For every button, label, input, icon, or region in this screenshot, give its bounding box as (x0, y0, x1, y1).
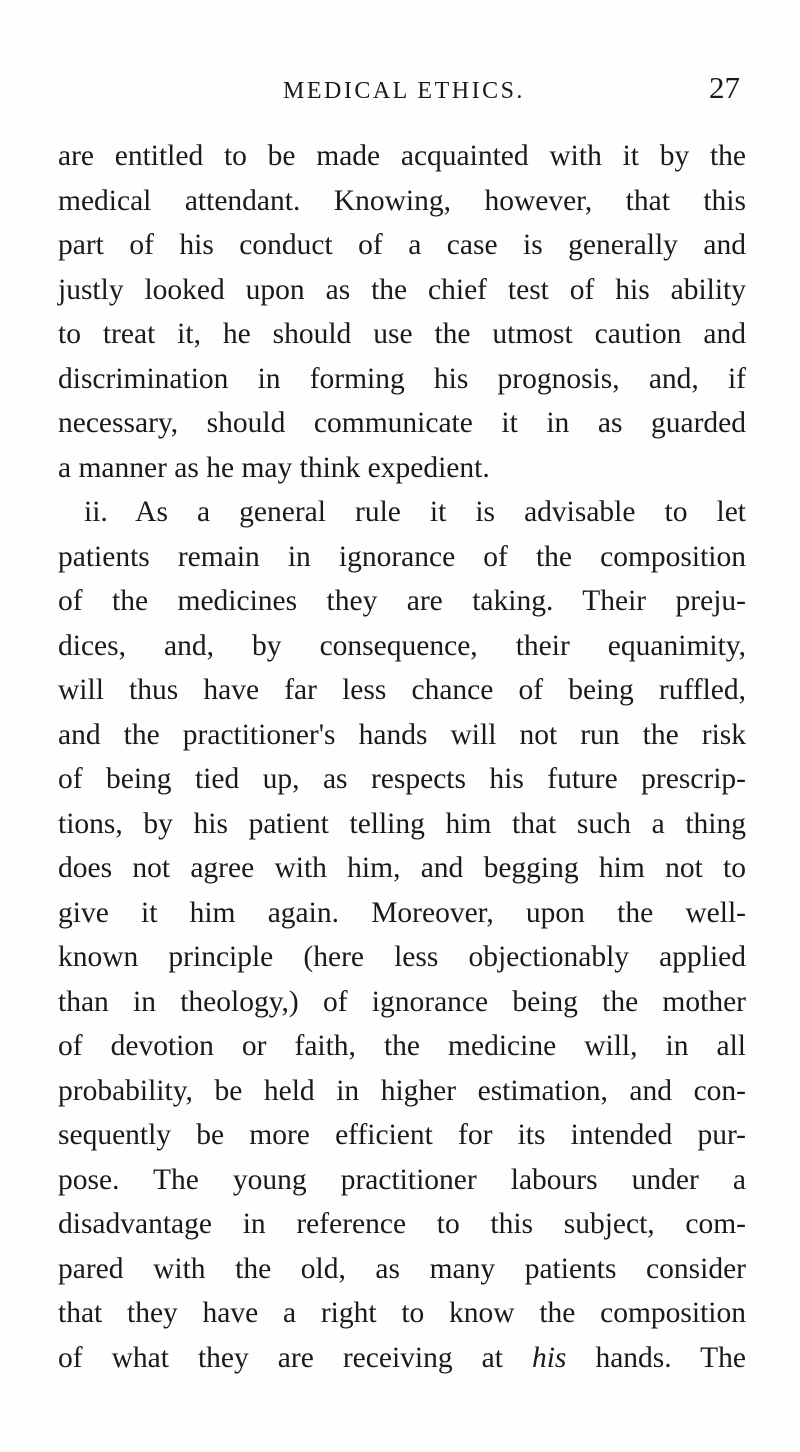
text-line: disadvantage in reference to this subject, com- (58, 1208, 746, 1240)
text-line: to treat it, he should use the utmost caution and (58, 318, 746, 350)
text-line: necessary, should communicate it in as guarded (58, 407, 746, 439)
text-line: discrimination in forming his prognosis, and, if (58, 362, 746, 395)
paragraph-start-line: ii. As a general rule it is advisable to let (84, 496, 746, 528)
final-line-before: of what they are receiving at (58, 1341, 503, 1374)
text-line: known principle (here less objectionably applied (58, 941, 746, 973)
text-line: that they have a right to know the composition (58, 1297, 746, 1329)
text-line: justly looked upon as the chief test of his ability (58, 273, 746, 306)
text-line: will thus have far less chance of being ruffled, (58, 674, 746, 706)
text-line: give it him again. Moreover, upon the well- (58, 896, 746, 929)
body-text (58, 134, 746, 1380)
text-line: and the practitioner's hands will not run the risk (58, 718, 746, 751)
final-text-line (58, 1336, 746, 1381)
final-line-italic-word: his (531, 1341, 567, 1374)
page-number: 27 (709, 70, 740, 105)
text-line: dices, and, by consequence, their equanimity, (58, 629, 746, 662)
text-line: tions, by his patient telling him that such a thing (58, 807, 746, 840)
text-line: pose. The young practitioner labours under a (58, 1163, 746, 1196)
final-line-after: hands. The (595, 1341, 747, 1374)
text-line: medical attendant. Knowing, however, that this (58, 184, 746, 217)
text-line: of devotion or faith, the medicine will, in all (58, 1030, 746, 1062)
text-line: does not agree with him, and begging him not to (58, 852, 746, 884)
text-line: probability, be held in higher estimation, and con- (58, 1074, 746, 1107)
paragraph-end-line: a manner as he may think expedient. (58, 451, 490, 484)
text-line: part of his conduct of a case is generally and (58, 229, 746, 261)
text-line: than in theology,) of ignorance being the mother (58, 985, 746, 1018)
running-title: MEDICAL ETHICS. (283, 78, 525, 104)
text-line: patients remain in ignorance of the composition (58, 540, 746, 573)
text-line: are entitled to be made acquainted with it by the (58, 140, 746, 172)
text-line: pared with the old, as many patients consider (58, 1252, 746, 1285)
text-line: sequently be more efficient for its intended pur- (58, 1119, 746, 1151)
text-line: of the medicines they are taking. Their preju- (58, 585, 746, 617)
text-line: of being tied up, as respects his future prescrip- (58, 763, 746, 795)
